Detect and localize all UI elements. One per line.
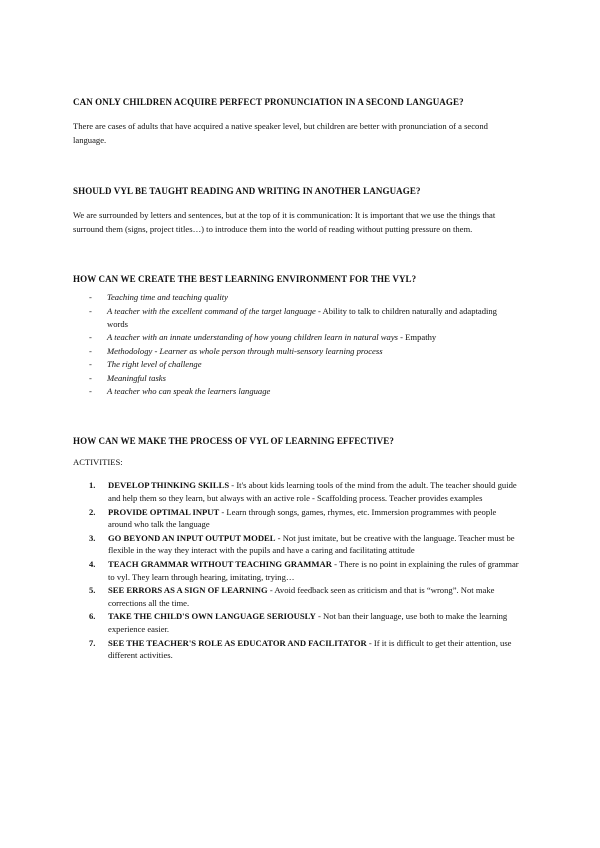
item-number: 6. (89, 611, 96, 622)
list-item (73, 558, 520, 583)
environment-list (73, 291, 520, 398)
item-text: - Learn through songs, games, rhymes, etc. Immersion programmes with people around who talk the language (108, 506, 497, 530)
list-item (73, 358, 520, 371)
list-item-italic: A teacher with an innate understanding of how young children learn in natural ways (107, 332, 398, 343)
dash-bullet: - (89, 305, 92, 316)
dash-bullet: - (89, 386, 92, 397)
list-item (73, 305, 520, 332)
activities-list (73, 479, 520, 661)
dash-bullet: - (89, 359, 92, 370)
section-body-reading-writing: We are surrounded by letters and sentences, but at the top of it is communication: It is important that we use the things that surround them (signs, project titles…) to introduce them into the world of reading without putting pressure on them. (73, 209, 496, 234)
item-number: 3. (89, 532, 96, 543)
list-item (73, 610, 520, 635)
dash-bullet: - (89, 292, 92, 303)
list-item-italic: A teacher who can speak the learners language (107, 386, 271, 397)
item-number: 1. (89, 480, 96, 491)
section-heading-effective-learning: HOW CAN WE MAKE THE PROCESS OF VYL OF LEARNING EFFECTIVE? (73, 436, 394, 447)
item-bold-title: SEE THE TEACHER'S ROLE AS EDUCATOR AND FACILITATOR (108, 637, 367, 648)
dash-bullet: - (89, 345, 92, 356)
item-bold-title: SEE ERRORS AS A SIGN OF LEARNING (108, 585, 268, 596)
item-text: - Not ban their language, use both to make the learning experience easier. (108, 611, 508, 634)
item-text: - If it is difficult to get their attention, use different activities. (108, 637, 512, 661)
list-item (73, 345, 520, 358)
item-number: 5. (89, 585, 96, 596)
item-bold-title: DEVELOP THINKING SKILLS (108, 480, 230, 491)
list-item (73, 506, 520, 531)
list-item-italic: Teaching time and teaching quality (107, 292, 228, 303)
dash-bullet: - (89, 332, 92, 343)
list-item-text: - Empathy (397, 332, 437, 343)
item-text: - There is no point in explaining the rules of grammar to vyl. They learn through hearing, imitating, trying… (108, 559, 519, 582)
list-item (73, 532, 520, 557)
item-bold-title: GO BEYOND AN INPUT OUTPUT MODEL (108, 532, 276, 543)
section-body-pronunciation: There are cases of adults that have acquired a native speaker level, but children are better with pronunciation of a second language. (73, 121, 488, 146)
item-number: 4. (89, 559, 96, 569)
list-item (73, 291, 520, 304)
list-item (73, 637, 520, 662)
section-heading-reading-writing: SHOULD VYL BE TAUGHT READING AND WRITING IN ANOTHER LANGUAGE? (73, 185, 421, 196)
item-bold-title: PROVIDE OPTIMAL INPUT (108, 506, 220, 517)
list-item (73, 372, 520, 385)
section-heading-learning-environment: HOW CAN WE CREATE THE BEST LEARNING ENVIRONMENT FOR THE VYL? (73, 274, 417, 285)
list-item (73, 479, 520, 504)
list-item-italic: Meaningful tasks (107, 372, 166, 383)
list-item-italic: The right level of challenge (107, 359, 202, 370)
item-bold-title: TEACH GRAMMAR WITHOUT TEACHING GRAMMAR (108, 559, 332, 569)
item-text: - It's about kids learning tools of the mind from the adult. The teacher should guide and help them so they learn, but always with an active role - Scaffolding process. Teacher provides examples (108, 480, 517, 504)
dash-bullet: - (89, 372, 92, 383)
list-item (73, 385, 520, 398)
list-item (73, 584, 520, 609)
list-item (73, 331, 520, 344)
activities-label: ACTIVITIES: (73, 457, 123, 468)
item-text: - Not just imitate, but be creative with the language. Teacher must be flexible in the way they interact with the pupils and have a caring and facilitating attitude (108, 532, 515, 556)
item-number: 7. (89, 637, 96, 648)
item-bold-title: TAKE THE CHILD'S OWN LANGUAGE SERIOUSLY (108, 611, 316, 622)
item-number: 2. (89, 506, 96, 517)
list-item-italic: Methodology - Learner as whole person through multi-sensory learning process (107, 345, 383, 356)
list-item-italic: A teacher with the excellent command of the target language (107, 305, 316, 316)
list-item-text: - Ability to talk to children naturally and adaptading words (107, 305, 497, 329)
section-heading-pronunciation: CAN ONLY CHILDREN ACQUIRE PERFECT PRONUNCIATION IN A SECOND LANGUAGE? (73, 97, 464, 107)
item-text: - Avoid feedback seen as criticism and that is “wrong”. Not make corrections all the time. (108, 585, 495, 608)
